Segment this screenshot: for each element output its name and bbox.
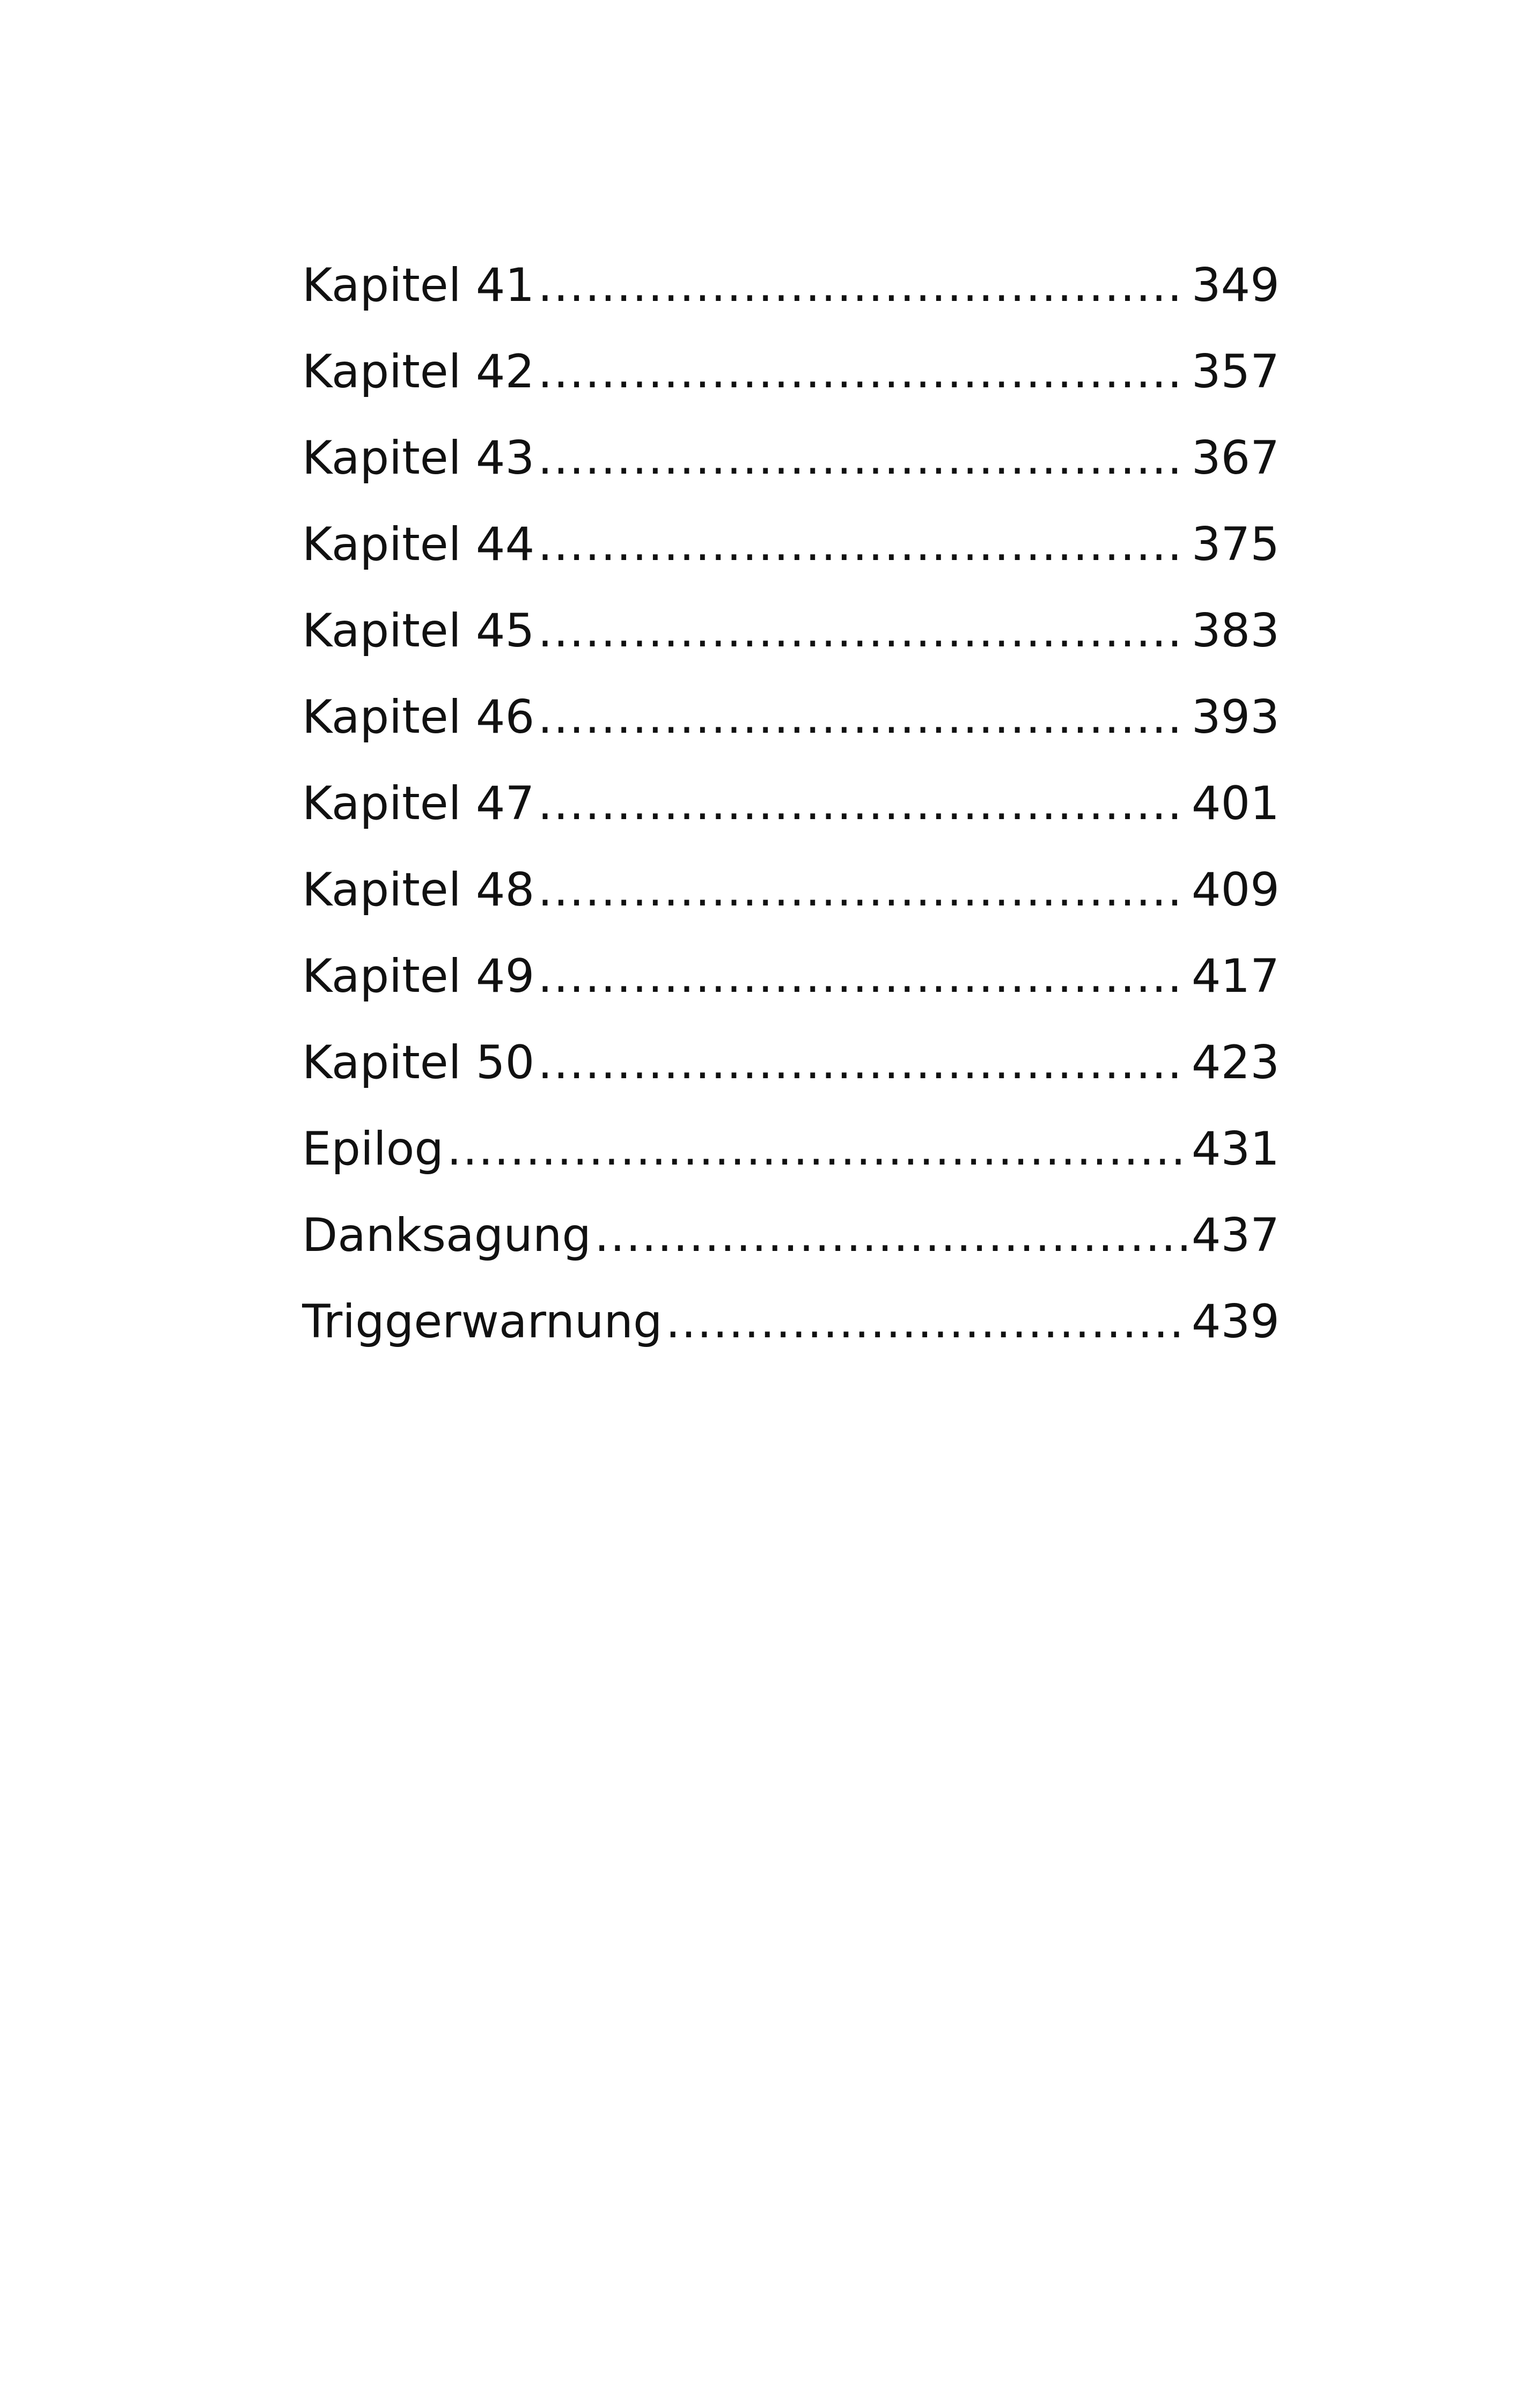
toc-entry-title: Kapitel 47	[302, 777, 535, 830]
toc-entry-kapitel-44[interactable]	[302, 502, 1280, 588]
dot-leader	[538, 847, 1187, 933]
toc-entry-title: Kapitel 41	[302, 259, 535, 312]
toc-entry-danksagung[interactable]	[302, 1192, 1280, 1279]
toc-entry-kapitel-47[interactable]	[302, 761, 1280, 847]
dot-leader	[538, 502, 1187, 588]
dot-leader	[538, 933, 1187, 1020]
toc-entry-kapitel-50[interactable]	[302, 1020, 1280, 1106]
toc-entry-title: Kapitel 46	[302, 690, 535, 744]
toc-entry-kapitel-42[interactable]	[302, 329, 1280, 415]
table-of-contents	[302, 242, 1280, 1365]
toc-entry-page: 437	[1191, 1209, 1280, 1262]
dot-leader	[538, 415, 1187, 502]
dot-leader	[538, 329, 1187, 415]
toc-entry-title: Epilog	[302, 1122, 444, 1176]
toc-entry-page: 417	[1191, 949, 1280, 1003]
toc-entry-page: 375	[1191, 518, 1280, 571]
dot-leader	[538, 1020, 1187, 1106]
toc-entry-page: 423	[1191, 1036, 1280, 1089]
toc-entry-page: 439	[1191, 1295, 1280, 1349]
toc-entry-page: 357	[1191, 345, 1280, 399]
toc-entry-page: 409	[1191, 863, 1280, 917]
toc-entry-page: 401	[1191, 777, 1280, 830]
dot-leader	[538, 761, 1187, 847]
toc-entry-page: 393	[1191, 690, 1280, 744]
toc-entry-kapitel-41[interactable]	[302, 242, 1280, 329]
toc-entry-kapitel-45[interactable]	[302, 588, 1280, 674]
toc-entry-page: 367	[1191, 431, 1280, 485]
toc-entry-title: Kapitel 42	[302, 345, 535, 399]
dot-leader	[538, 674, 1187, 761]
toc-entry-triggerwarnung[interactable]	[302, 1279, 1280, 1365]
dot-leader	[447, 1106, 1187, 1192]
toc-entry-epilog[interactable]	[302, 1106, 1280, 1192]
toc-entry-page: 431	[1191, 1122, 1280, 1176]
toc-entry-title: Kapitel 45	[302, 604, 535, 658]
toc-entry-title: Kapitel 44	[302, 518, 535, 571]
dot-leader	[666, 1279, 1187, 1365]
toc-entry-page: 383	[1191, 604, 1280, 658]
toc-entry-page: 349	[1191, 259, 1280, 312]
toc-entry-title: Danksagung	[302, 1209, 591, 1262]
toc-entry-kapitel-48[interactable]	[302, 847, 1280, 933]
toc-entry-title: Kapitel 48	[302, 863, 535, 917]
dot-leader	[594, 1192, 1187, 1279]
dot-leader	[538, 588, 1187, 674]
toc-entry-title: Triggerwarnung	[302, 1295, 663, 1349]
toc-entry-title: Kapitel 43	[302, 431, 535, 485]
toc-entry-kapitel-49[interactable]	[302, 933, 1280, 1020]
dot-leader	[538, 242, 1187, 329]
toc-entry-title: Kapitel 50	[302, 1036, 535, 1089]
toc-entry-kapitel-43[interactable]	[302, 415, 1280, 502]
toc-entry-kapitel-46[interactable]	[302, 674, 1280, 761]
toc-entry-title: Kapitel 49	[302, 949, 535, 1003]
